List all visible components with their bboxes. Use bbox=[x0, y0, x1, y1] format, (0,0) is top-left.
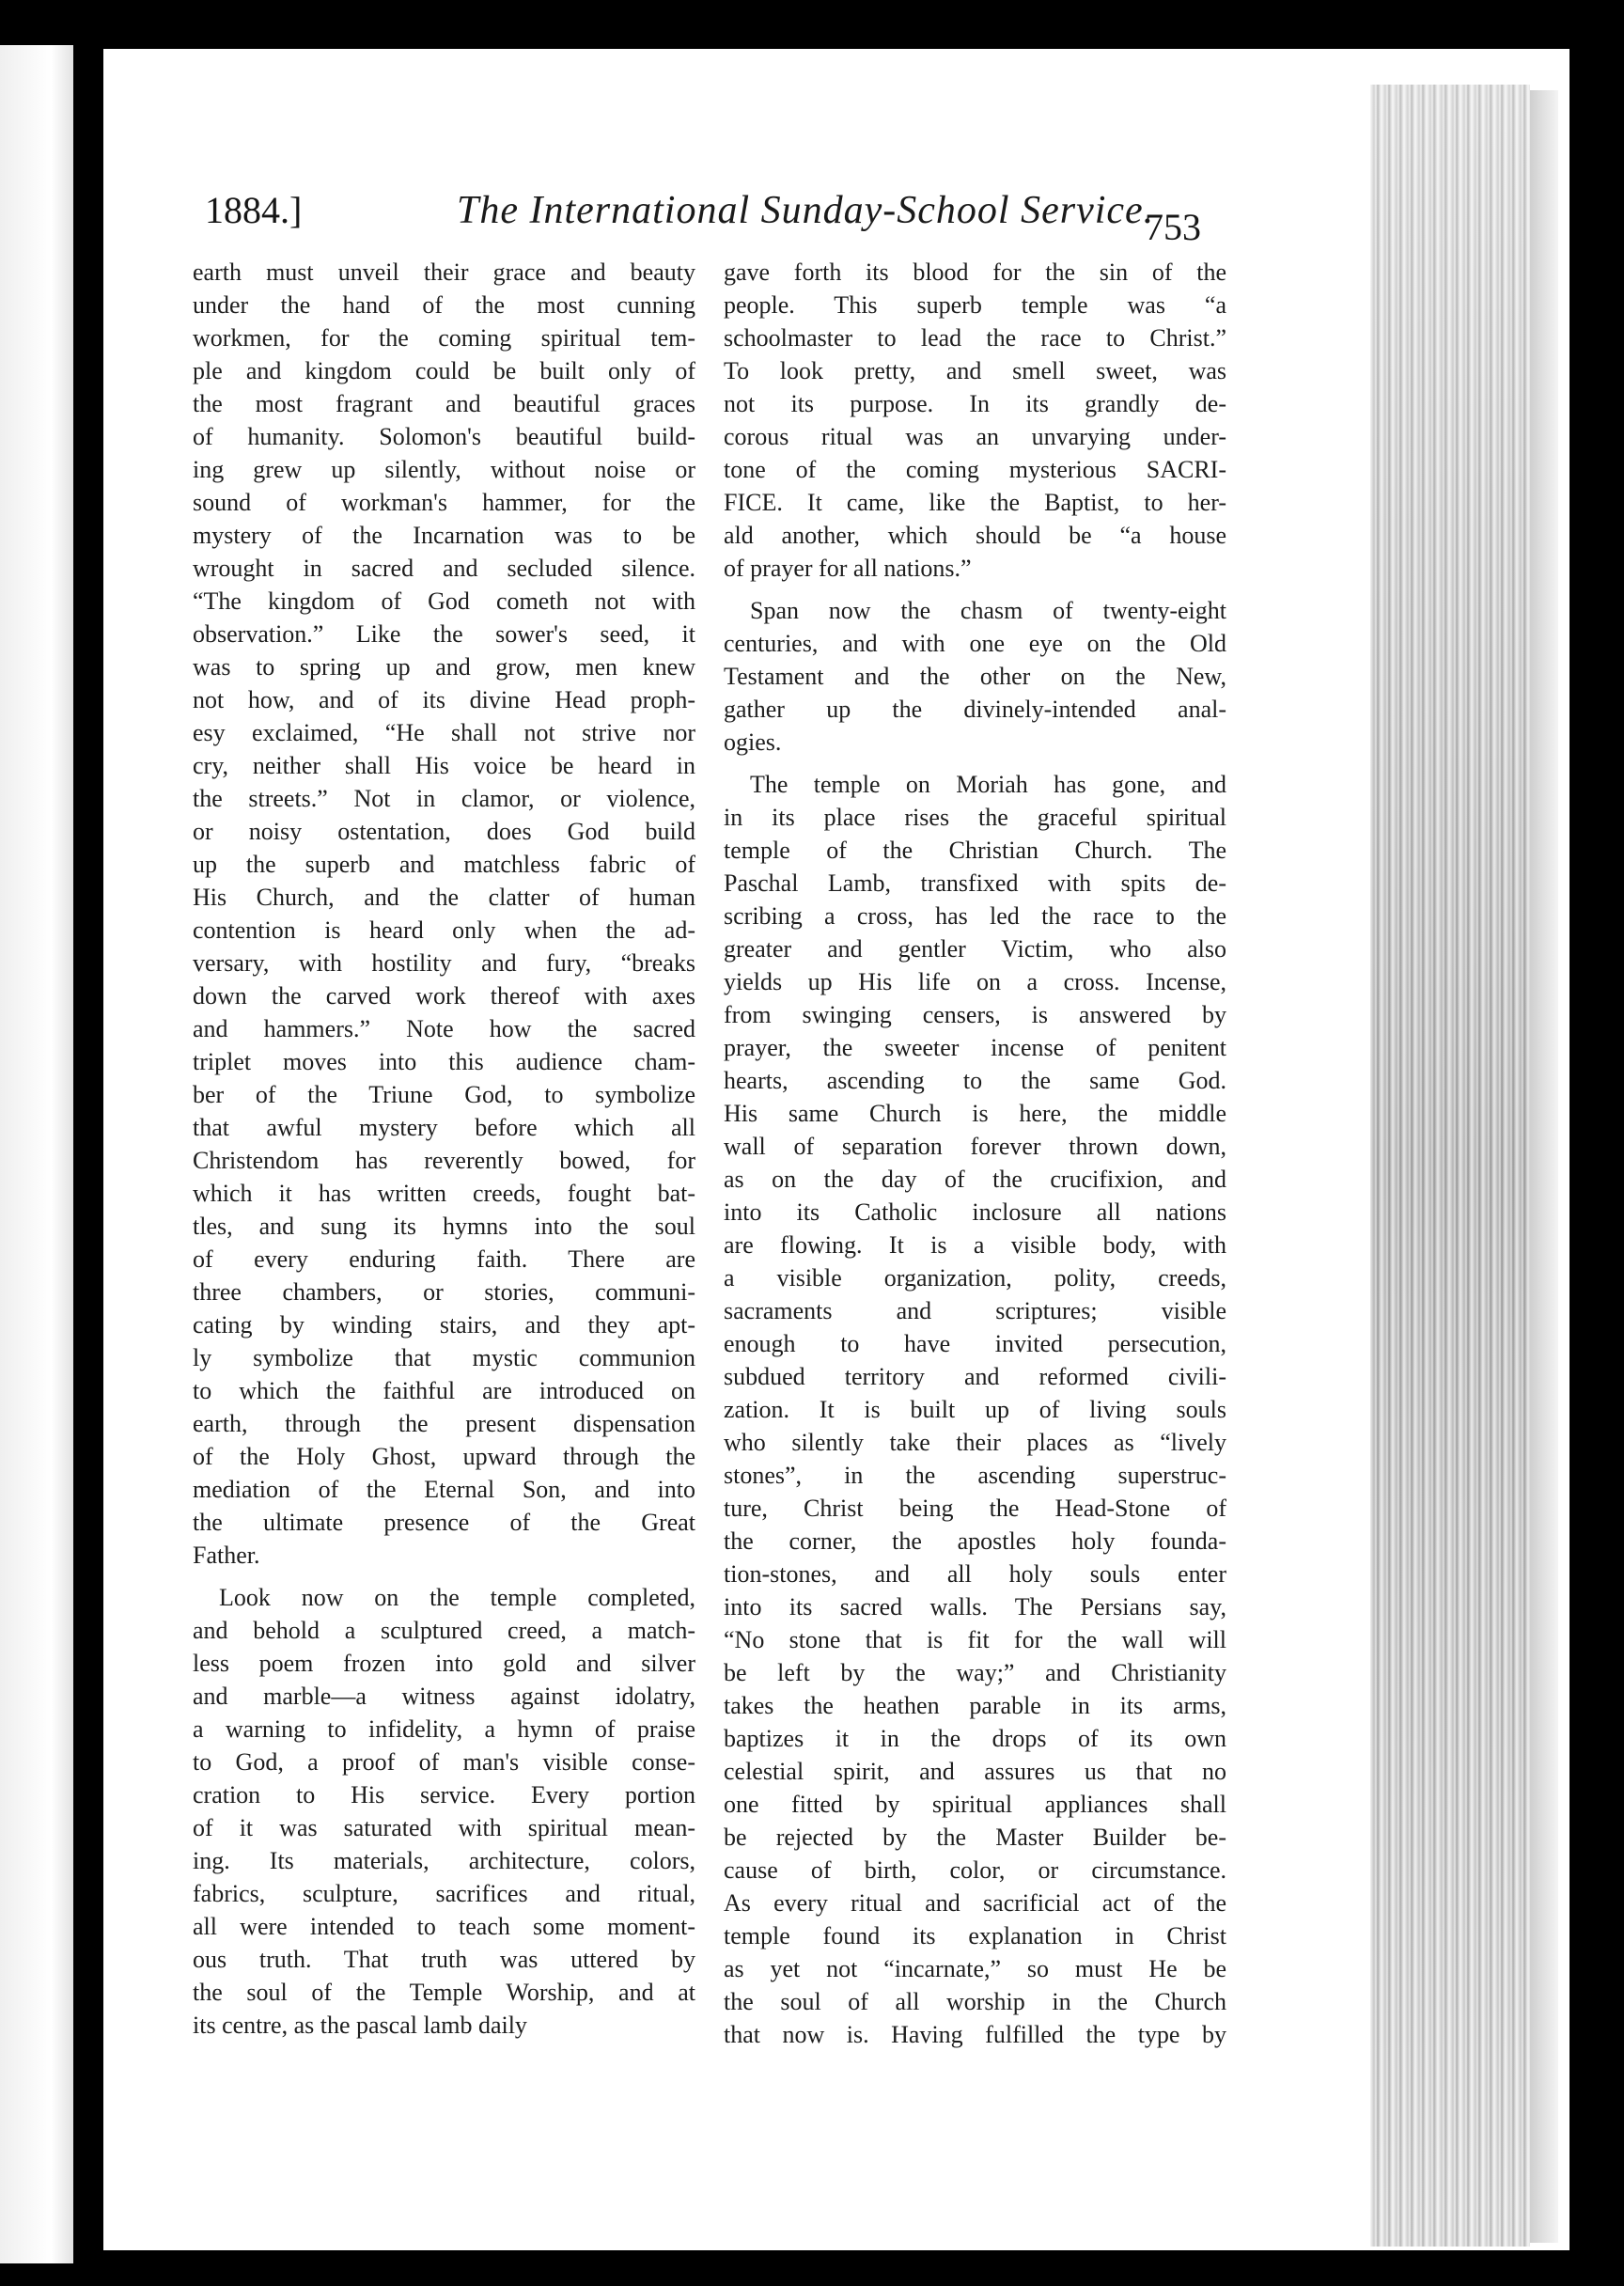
text-line: His Church, and the clatter of human bbox=[193, 884, 695, 911]
text-line: His same Church is here, the middle bbox=[724, 1100, 1226, 1127]
text-line: into its sacred walls. The Persians say, bbox=[724, 1593, 1226, 1621]
text-line: ple and kingdom could be built only of bbox=[193, 357, 695, 384]
text-line: versary, with hostility and fury, “breaks bbox=[193, 949, 695, 977]
text-line: to which the faithful are introduced on bbox=[193, 1377, 695, 1404]
text-line: mediation of the Eternal Son, and into bbox=[193, 1476, 695, 1503]
text-line: of the Holy Ghost, upward through the bbox=[193, 1443, 695, 1470]
text-line: earth, through the present dispensation bbox=[193, 1410, 695, 1437]
text-line: Christendom has reverently bowed, for bbox=[193, 1147, 695, 1174]
text-line: wall of separation forever thrown down, bbox=[724, 1133, 1226, 1160]
text-line: hearts, ascending to the same God. bbox=[724, 1067, 1226, 1094]
text-line: be rejected by the Master Builder be- bbox=[724, 1824, 1226, 1851]
page-number: 753 bbox=[1145, 206, 1201, 248]
right-text-column bbox=[724, 256, 1226, 2051]
text-line: that now is. Having fulfilled the type by bbox=[724, 2021, 1226, 2048]
text-line: The temple on Moriah has gone, and bbox=[750, 771, 1226, 798]
text-line: Father. bbox=[193, 1542, 260, 1569]
text-line: people. This superb temple was “a bbox=[724, 291, 1226, 319]
text-line: workmen, for the coming spiritual tem- bbox=[193, 324, 695, 352]
running-head-year: 1884.] bbox=[205, 189, 303, 231]
text-line: not its purpose. In its grandly de- bbox=[724, 390, 1226, 417]
text-line: takes the heathen parable in its arms, bbox=[724, 1692, 1226, 1719]
text-line: of it was saturated with spiritual mean- bbox=[193, 1814, 695, 1841]
text-line: to God, a proof of man's visible conse- bbox=[193, 1748, 695, 1776]
text-line: a visible organization, polity, creeds, bbox=[724, 1264, 1226, 1292]
text-line: esy exclaimed, “He shall not strive nor bbox=[193, 719, 695, 746]
text-line: “No stone that is fit for the wall will bbox=[724, 1626, 1226, 1653]
text-line: temple found its explanation in Christ bbox=[724, 1922, 1226, 1949]
text-line: three chambers, or stories, communi- bbox=[193, 1278, 695, 1306]
text-line: cration to His service. Every portion bbox=[193, 1781, 695, 1808]
text-line: not how, and of its divine Head proph- bbox=[193, 686, 695, 713]
text-line: that awful mystery before which all bbox=[193, 1114, 695, 1141]
text-line: gather up the divinely-intended anal- bbox=[724, 696, 1226, 723]
text-line: observation.” Like the sower's seed, it bbox=[193, 620, 695, 648]
text-line: as yet not “incarnate,” so must He be bbox=[724, 1955, 1226, 1982]
text-line: ly symbolize that mystic communion bbox=[193, 1344, 695, 1371]
text-line: ing. Its materials, architecture, colors, bbox=[193, 1847, 695, 1874]
text-line: less poem frozen into gold and silver bbox=[193, 1650, 695, 1677]
text-line: yields up His life on a cross. Incense, bbox=[724, 968, 1226, 995]
text-line: in its place rises the graceful spiritual bbox=[724, 804, 1226, 831]
text-line: cause of birth, color, or circumstance. bbox=[724, 1856, 1226, 1884]
text-line: was to spring up and grow, men knew bbox=[193, 653, 695, 681]
text-line: Look now on the temple completed, bbox=[219, 1584, 695, 1611]
text-line: who silently take their places as “lively bbox=[724, 1429, 1226, 1456]
text-line: As every ritual and sacrificial act of the bbox=[724, 1889, 1226, 1917]
text-line: as on the day of the crucifixion, and bbox=[724, 1166, 1226, 1193]
text-line: are flowing. It is a visible body, with bbox=[724, 1231, 1226, 1259]
text-line: baptizes it in the drops of its own bbox=[724, 1725, 1226, 1752]
text-line: centuries, and with one eye on the Old bbox=[724, 630, 1226, 657]
text-line: down the carved work thereof with axes bbox=[193, 982, 695, 1010]
text-line: one fitted by spiritual appliances shall bbox=[724, 1791, 1226, 1818]
text-line: subdued territory and reformed civili- bbox=[724, 1363, 1226, 1390]
text-line: all were intended to teach some moment- bbox=[193, 1913, 695, 1940]
text-line: earth must unveil their grace and beauty bbox=[193, 258, 695, 286]
text-line: sacraments and scriptures; visible bbox=[724, 1297, 1226, 1324]
text-line: schoolmaster to lead the race to Christ.” bbox=[724, 324, 1226, 352]
text-line: up the superb and matchless fabric of bbox=[193, 851, 695, 878]
text-line: mystery of the Incarnation was to be bbox=[193, 522, 695, 549]
text-line: temple of the Christian Church. The bbox=[724, 837, 1226, 864]
text-line: or noisy ostentation, does God build bbox=[193, 818, 695, 845]
text-line: sound of workman's hammer, for the bbox=[193, 489, 695, 516]
text-line: “The kingdom of God cometh not with bbox=[193, 587, 695, 615]
text-line: triplet moves into this audience cham- bbox=[193, 1048, 695, 1075]
text-line: FICE. It came, like the Baptist, to her- bbox=[724, 489, 1226, 516]
text-line: ous truth. That truth was uttered by bbox=[193, 1946, 695, 1973]
text-line: gave forth its blood for the sin of the bbox=[724, 258, 1226, 286]
left-text-column bbox=[193, 256, 695, 2042]
text-line: celestial spirit, and assures us that no bbox=[724, 1758, 1226, 1785]
text-line: Paschal Lamb, transfixed with spits de- bbox=[724, 869, 1226, 897]
text-line: ogies. bbox=[724, 728, 782, 756]
text-line: and behold a sculptured creed, a match- bbox=[193, 1617, 695, 1644]
text-line: cating by winding stairs, and they apt- bbox=[193, 1311, 695, 1339]
text-line: the soul of the Temple Worship, and at bbox=[193, 1979, 695, 2006]
text-line: tion-stones, and all holy souls enter bbox=[724, 1560, 1226, 1588]
text-line: of humanity. Solomon's beautiful build- bbox=[193, 423, 695, 450]
text-line: scribing a cross, has led the race to the bbox=[724, 902, 1226, 930]
text-line: be left by the way;” and Christianity bbox=[724, 1659, 1226, 1686]
text-line: greater and gentler Victim, who also bbox=[724, 935, 1226, 963]
text-line: Span now the chasm of twenty-eight bbox=[750, 597, 1226, 624]
text-line: the ultimate presence of the Great bbox=[193, 1509, 695, 1536]
text-line: cry, neither shall His voice be heard in bbox=[193, 752, 695, 779]
running-head bbox=[205, 188, 1239, 244]
text-line: of every enduring faith. There are bbox=[193, 1245, 695, 1273]
text-line: tone of the coming mysterious SACRI- bbox=[724, 456, 1226, 483]
text-line: corous ritual was an unvarying under- bbox=[724, 423, 1226, 450]
text-line: ald another, which should be “a house bbox=[724, 522, 1226, 549]
page-stack-outer-edge bbox=[1530, 90, 1558, 2243]
text-line: ber of the Triune God, to symbolize bbox=[193, 1081, 695, 1108]
text-line: of prayer for all nations.” bbox=[724, 555, 972, 582]
text-line: zation. It is built up of living souls bbox=[724, 1396, 1226, 1423]
text-line: the soul of all worship in the Church bbox=[724, 1988, 1226, 2015]
text-line: its centre, as the pascal lamb daily bbox=[193, 2012, 527, 2039]
left-page-edge bbox=[0, 45, 73, 2263]
text-line: ture, Christ being the Head-Stone of bbox=[724, 1495, 1226, 1522]
journal-title: The International Sunday-School Service. bbox=[457, 189, 1155, 232]
text-line: which it has written creeds, fought bat- bbox=[193, 1180, 695, 1207]
text-line: contention is heard only when the ad- bbox=[193, 916, 695, 944]
text-line: the corner, the apostles holy founda- bbox=[724, 1527, 1226, 1555]
text-line: from swinging censers, is answered by bbox=[724, 1001, 1226, 1028]
text-line: stones”, in the ascending superstruc- bbox=[724, 1462, 1226, 1489]
text-line: fabrics, sculpture, sacrifices and ritual, bbox=[193, 1880, 695, 1907]
page-stack-edges bbox=[1370, 85, 1530, 2247]
text-line: wrought in sacred and secluded silence. bbox=[193, 555, 695, 582]
text-line: a warning to infidelity, a hymn of praise bbox=[193, 1715, 695, 1743]
text-line: To look pretty, and smell sweet, was bbox=[724, 357, 1226, 384]
text-line: Testament and the other on the New, bbox=[724, 663, 1226, 690]
text-line: the most fragrant and beautiful graces bbox=[193, 390, 695, 417]
text-line: into its Catholic inclosure all nations bbox=[724, 1198, 1226, 1226]
text-line: ing grew up silently, without noise or bbox=[193, 456, 695, 483]
text-line: enough to have invited persecution, bbox=[724, 1330, 1226, 1357]
text-line: and hammers.” Note how the sacred bbox=[193, 1015, 695, 1042]
text-line: the streets.” Not in clamor, or violence, bbox=[193, 785, 695, 812]
text-line: prayer, the sweeter incense of penitent bbox=[724, 1034, 1226, 1061]
text-line: under the hand of the most cunning bbox=[193, 291, 695, 319]
text-line: and marble—a witness against idolatry, bbox=[193, 1683, 695, 1710]
text-line: tles, and sung its hymns into the soul bbox=[193, 1213, 695, 1240]
